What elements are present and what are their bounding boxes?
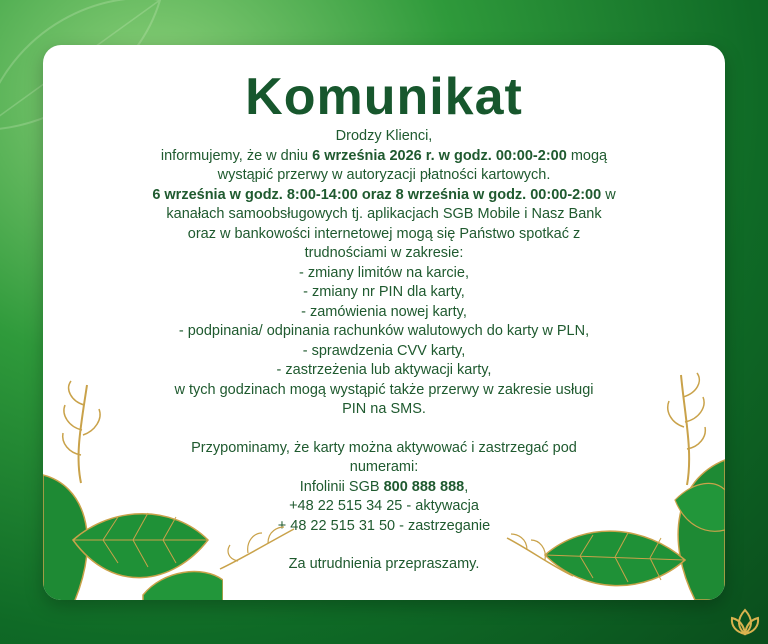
message-text: numerami: xyxy=(349,459,419,475)
message-text: , xyxy=(464,478,469,495)
message-text: Przypominamy, że karty można aktywować i zastrzegać pod xyxy=(191,439,577,456)
announcement-card xyxy=(43,45,725,600)
message-text: +48 22 515 34 25 - aktywacja xyxy=(289,498,479,514)
message-emphasis: 6 września w godz. 8:00-14:00 oraz 8 września w godz. 00:00-2:00 xyxy=(152,186,602,203)
message-line xyxy=(83,400,685,420)
message-text: - zastrzeżenia lub aktywacji karty, xyxy=(276,362,492,378)
message-line xyxy=(83,186,685,206)
message-text: w xyxy=(601,186,616,203)
message-text: - zmiany limitów na karcie, xyxy=(298,264,469,281)
gold-sprig-small-icon xyxy=(218,523,298,573)
message-text: trudnościami w zakresie: xyxy=(304,245,464,261)
message-line xyxy=(83,205,685,225)
green-leaves-left-icon xyxy=(43,445,223,600)
bank-logo-icon xyxy=(728,604,762,638)
message-line xyxy=(83,361,685,381)
message-line xyxy=(83,166,685,186)
message-line xyxy=(83,381,685,401)
message-line xyxy=(83,283,685,303)
message-text: PIN na SMS. xyxy=(342,401,426,417)
gold-sprig-small-right-icon xyxy=(505,530,575,580)
message-text: oraz w bankowości internetowej mogą się Państwo spotkać z xyxy=(187,225,581,242)
message-text: Za utrudnienia przepraszamy. xyxy=(288,556,480,572)
message-line xyxy=(83,322,685,342)
message-text: + 48 22 515 31 50 - zastrzeganie xyxy=(277,517,491,534)
message-text: - zmiany nr PIN dla karty, xyxy=(303,284,465,300)
message-text: Drodzy Klienci, xyxy=(335,128,433,144)
message-line xyxy=(83,244,685,264)
message-text: Infolinii SGB xyxy=(299,478,384,495)
page-title: Komunikat xyxy=(245,68,523,126)
message-text: wystąpić przerwy w autoryzacji płatności kartowych. xyxy=(217,167,551,183)
message-line xyxy=(83,127,685,147)
message-line xyxy=(83,342,685,362)
message-line xyxy=(83,264,685,284)
message-text: informujemy, że w dniu xyxy=(160,147,313,164)
message-text: w tych godzinach mogą wystąpić także przerwy w zakresie usługi xyxy=(174,381,594,398)
message-emphasis: 800 888 888 xyxy=(383,478,465,495)
message-text: - sprawdzenia CVV karty, xyxy=(302,342,466,359)
message-line xyxy=(83,147,685,167)
message-emphasis: 6 września 2026 r. w godz. 00:00-2:00 xyxy=(312,147,567,164)
message-text: - podpinania/ odpinania rachunków walutowych do karty w PLN, xyxy=(178,323,590,339)
message-text: - zamówienia nowej karty, xyxy=(301,303,467,320)
message-line xyxy=(83,225,685,245)
message-text: kanałach samoobsługowych tj. aplikacjach SGB Mobile i Nasz Bank xyxy=(166,206,602,222)
message-line xyxy=(83,303,685,323)
message-text: mogą xyxy=(566,147,608,164)
message-line xyxy=(83,420,685,439)
